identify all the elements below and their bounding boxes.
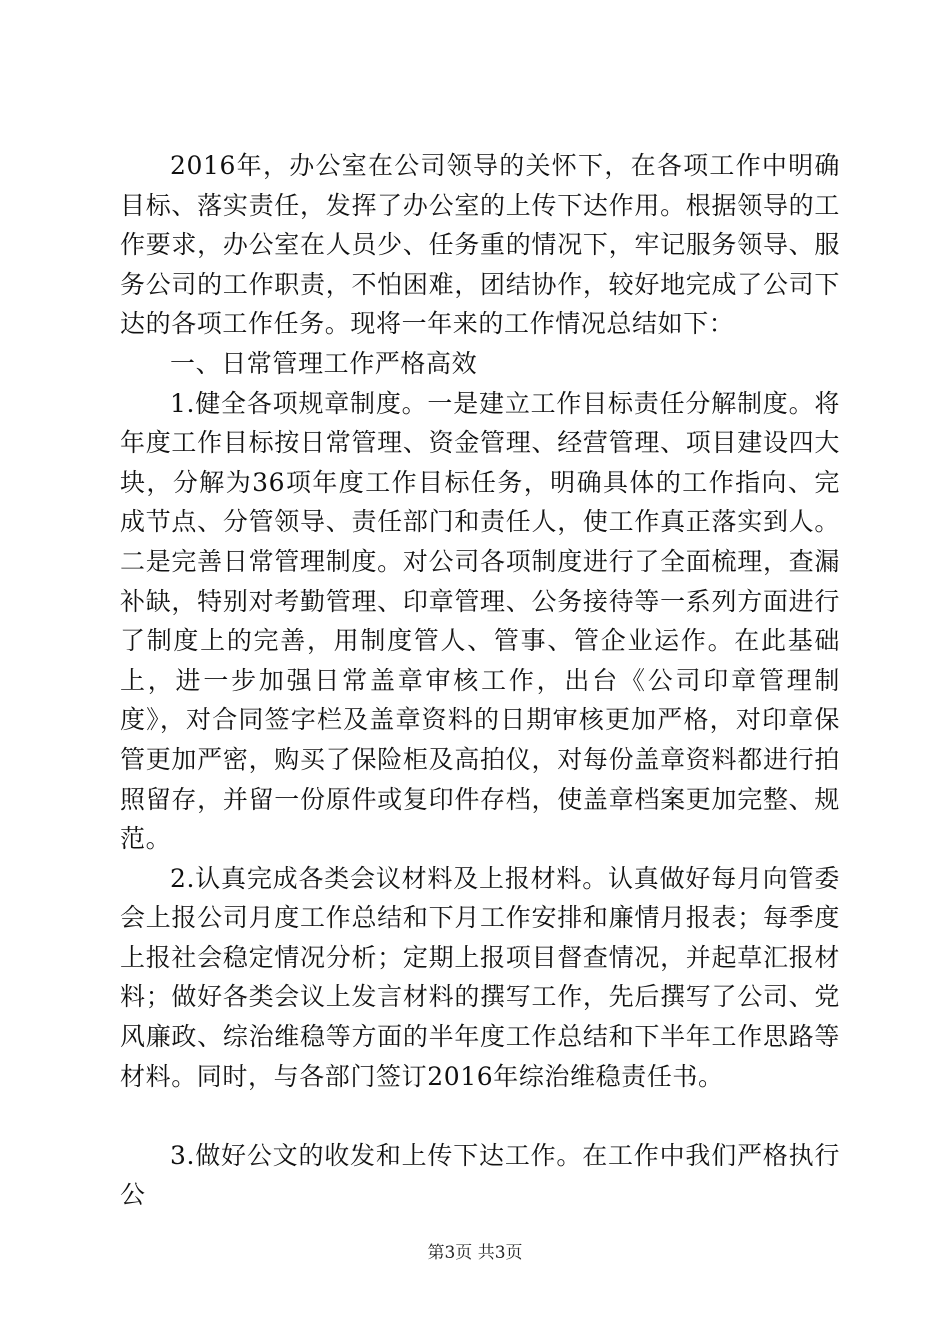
document-body <box>120 146 840 1215</box>
paragraph-spacer <box>120 1096 840 1136</box>
page-number-footer: 第3页 共3页 <box>427 1243 523 1263</box>
paragraph-item-2-reports: 2.认真完成各类会议材料及上报材料。认真做好每月向管委会上报公司月度工作总结和下月工作安排和廉情月报表；每季度上报社会稳定情况分析；定期上报项目督查情况，并起草汇报材料；做好各类会议上发言材料的撰写工作，先后撰写了公司、党风廉政、综治维稳等方面的半年度工作总结和下半年工作思路等材料。同时，与各部门签订2016年综治维稳责任书。 <box>120 863 840 1091</box>
section-heading-daily-management: 一、日常管理工作严格高效 <box>170 348 478 378</box>
paragraph-intro: 2016年，办公室在公司领导的关怀下，在各项工作中明确目标、落实责任，发挥了办公室的上传下达作用。根据领导的工作要求，办公室在人员少、任务重的情况下，牢记服务领导、服务公司的工作职责，不怕困难，团结协作，较好地完成了公司下达的各项工作任务。现将一年来的工作情况总结如下： <box>120 151 840 339</box>
paragraph-item-1-rules: 1.健全各项规章制度。一是建立工作目标责任分解制度。将年度工作目标按日常管理、资金管理、经营管理、项目建设四大块，分解为36项年度工作目标任务，明确具体的工作指向、完成节点、分管领导、责任部门和责任人，使工作真正落实到人。二是完善日常管理制度。对公司各项制度进行了全面梳理，查漏补缺，特别对考勤管理、印章管理、公务接待等一系列方面进行了制度上的完善，用制度管人、管事、管企业运作。在此基础上，进一步加强日常盖章审核工作，出台《公司印章管理制度》，对合同签字栏及盖章资料的日期审核更加严格，对印章保管更加严密，购买了保险柜及高拍仪，对每份盖章资料都进行拍照留存，并留一份原件或复印件存档，使盖章档案更加完整、规范。 <box>120 388 840 854</box>
paragraph-item-3-documents: 3.做好公文的收发和上传下达工作。在工作中我们严格执行公 <box>120 1140 840 1210</box>
